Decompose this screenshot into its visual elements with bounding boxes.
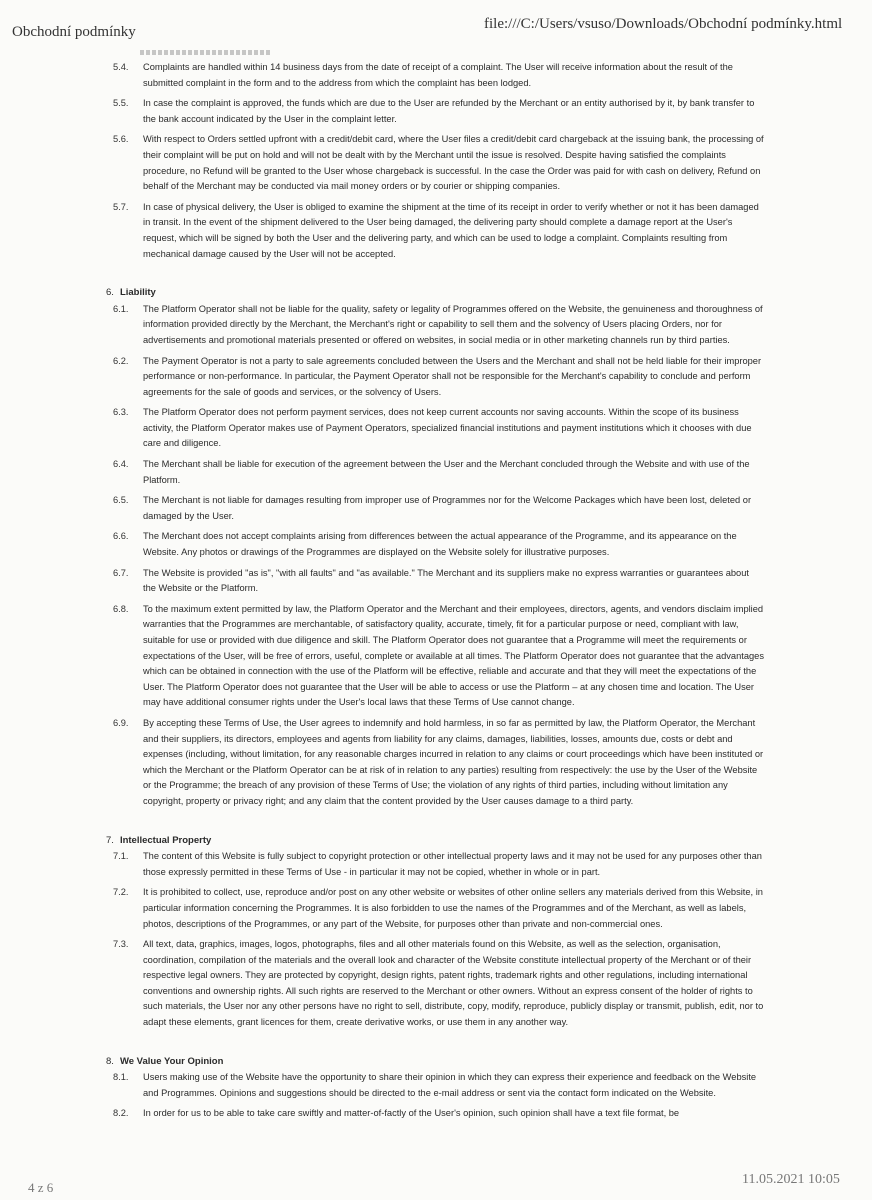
- section-heading-text: We Value Your Opinion: [119, 1055, 224, 1067]
- clause-number: 6.8.: [113, 603, 129, 614]
- clause-number: 8.2.: [113, 1108, 129, 1119]
- clause-number: 5.4.: [113, 62, 129, 72]
- clause-text: Complaints are handled within 14 business days from the date of receipt of a complaint. The User will receive information about the result of the submitted complaint in the form and to the address from which the complaint has been lodged.: [143, 62, 733, 88]
- clause-text: The content of this Website is fully subject to copyright protection or other intellectual property laws and it may not be used for any purposes other than those expressly permitted in these Terms of Use - in particular it may not be copied, whether in whole or in part.: [143, 851, 762, 877]
- clause-text: The Merchant is not liable for damages resulting from improper use of Programmes nor for the Welcome Packages which have been lost, deleted or damaged by the User.: [143, 495, 752, 521]
- print-datetime: 11.05.2021 10:05: [742, 1172, 840, 1187]
- clause: [100, 602, 766, 711]
- clause-number: 6.9.: [113, 717, 129, 728]
- clause-text: The Merchant does not accept complaints arising from differences between the actual appearance of the Programme, and its appearance on the Website. Any photos or drawings of the Programmes are displayed on the Website solely for illustrative purposes.: [143, 531, 737, 558]
- section-heading: [106, 285, 766, 301]
- clause-number: 5.5.: [113, 98, 129, 109]
- clause-number: 6.7.: [113, 567, 129, 578]
- clause-text: All text, data, graphics, images, logos, photographs, files and all other materials found on this Website, as well as the selection, organisation, coordination, compilation of the materials and the overall look and character of the Website constitute intellectual property of the Merchant or of their respective legal owners. They are protected by copyright, design rights, patent rights, trademark rights and other regulations, including international conventions and ownership rights. All such rights are reserved to the Merchant or other owners. Without an express consent of the holder of rights to such materials, the User nor any other persons have no right to sell, distribute, copy, modify, reproduce, publicly display or transmit, publish, edit, nor to adapt these elements, grant licences for them, create derivative works, or use them in any another way.: [143, 939, 764, 1028]
- section-number: 6.: [106, 287, 114, 299]
- section: [100, 1036, 766, 1122]
- section-gap: [100, 815, 766, 833]
- clause-text: The Platform Operator shall not be liable for the quality, safety or legality of Programmes offered on the Website, the genuineness and thoroughness of information provided directly by the Merchant, the Merchant's right or capability to sell them and the solvency of Users placing Orders, nor for advertisements and promotional materials presented or offered on websites, in social media or in other marketing channels run by third parties.: [143, 303, 763, 345]
- clause-number: 5.6.: [113, 134, 129, 145]
- clause-text: It is prohibited to collect, use, reproduce and/or post on any other website or websites of other online sellers any materials derived from this Website, in particular information concerning the Programmes. It is also forbidden to use the names of the Programmes and of the Merchant, as well as labels, photos, descriptions of the Programmes, or any part of the Website, for purposes other than private and non-commercial ones.: [143, 887, 763, 929]
- clause: [100, 716, 766, 810]
- clause-number: 7.3.: [113, 939, 129, 950]
- clause-text: The Merchant shall be liable for execution of the agreement between the User and the Merchant concluded through the Website and with use of the Platform.: [143, 459, 750, 485]
- clause-number: 6.3.: [113, 407, 129, 418]
- clause: [100, 1106, 766, 1122]
- clause: [100, 96, 766, 127]
- clause-number: 6.1.: [113, 303, 129, 314]
- clause-text: The Website is provided "as is", "with all faults" and "as available." The Merchant and its suppliers make no express warranties or guarantees about the Website or the Platform.: [143, 567, 749, 594]
- clause: [100, 60, 766, 91]
- clause: [100, 132, 766, 194]
- cut-off-text-line: [140, 50, 270, 55]
- clause: [100, 1070, 766, 1101]
- section-heading: [106, 1054, 766, 1070]
- section-gap: [100, 1036, 766, 1054]
- clause: [100, 566, 766, 597]
- clause-text: The Payment Operator is not a party to sale agreements concluded between the Users and the Merchant and shall not be held liable for their improper performance or non-performance. In particular, the Payment Operator shall not be responsible for the Merchant's capability to conclude and perform agreements for the sale of goods and services, or the solvency of Users.: [143, 355, 762, 397]
- clause: [100, 937, 766, 1031]
- section-number: 8.: [106, 1055, 114, 1067]
- document-body: [100, 60, 766, 1127]
- clause-number: 5.7.: [113, 201, 129, 212]
- clause: [100, 849, 766, 880]
- page-header-url: file:///C:/Users/vsuso/Downloads/Obchodní podmínky.html: [484, 16, 843, 32]
- clause: [100, 354, 766, 401]
- clause-text: Users making use of the Website have the opportunity to share their opinion in which they can express their experience and feedback on the Website and Programmes. Opinions and suggestions should be directed to the e-mail address or sent via the contact form indicated on the Website.: [143, 1072, 757, 1098]
- clause-text: By accepting these Terms of Use, the User agrees to indemnify and hold harmless, in so far as permitted by law, the Platform Operator, the Merchant and their suppliers, its directors, employees and agents from liability for any claims, damages, liabilities, losses, amounts due, costs or debt and expenses (including, without limitation, for any reasonable charges incurred in relation to any claims or court proceedings which have been instituted or which the Merchant or the Platform Operator can be at risk of in relation to any parties) resulting from respectively: the use by the User of the Website or the Programme; the breach of any provision of these Terms of Use; the violation of any rights of third parties, including without limitation any copyright, property or privacy right; and any claim that the content provided by the User causes damage to a third party.: [143, 717, 764, 806]
- clause-number: 7.2.: [113, 887, 129, 898]
- clause-number: 6.5.: [113, 495, 129, 506]
- clause: [100, 493, 766, 524]
- clause-text: The Platform Operator does not perform payment services, does not keep current accounts nor saving accounts. Within the scope of its business activity, the Platform Operator makes use of Payment Operators, specialized financial institutions and payment institutions which it chooses with due care and diligence.: [143, 407, 752, 449]
- clause-text: In case of physical delivery, the User is obliged to examine the shipment at the time of its receipt in order to verify whether or not it has been damaged in transit. In the event of the shipment delivered to the User being damaged, the delivering party should complete a damage report at the User's request, which will be signed by both the User and the delivering party, and which can be used to lodge a complaint. Complaints resulting from mechanical damage caused by the User will not be accepted.: [143, 201, 759, 259]
- clause: [100, 885, 766, 932]
- section-number: 7.: [106, 834, 114, 846]
- clause-number: 7.1.: [113, 851, 129, 862]
- section: [100, 815, 766, 1031]
- page-number: 4 z 6: [28, 1180, 54, 1195]
- section-heading-text: Liability: [119, 287, 156, 299]
- section: [100, 267, 766, 809]
- section-gap: [100, 267, 766, 285]
- clause-number: 8.1.: [113, 1072, 129, 1083]
- clause-text: To the maximum extent permitted by law, the Platform Operator and the Merchant and their employees, directors, agents, and vendors disclaim implied warranties that the Programmes are merchantable, of satisfactory quality, accurate, timely, fit for a particular purpose or need, compliant with law, suitable for use or provided with due diligence and skill. The Platform Operator does not guarantee that a Programme will meet the requirements or expectations of the User, will be free of errors, useful, complete or available at all times. The Platform Operator does not guarantee that the advantages which can be obtained in connection with the use of the Platform will be effective, reliable and accurate and that they will meet the expectations of the User. The Platform Operator does not guarantee that the User will be able to access or use the Platform – at any chosen time and location. The User may have additional consumer rights under the User's local laws that these Terms of Use cannot change.: [143, 603, 764, 708]
- clause: [100, 405, 766, 452]
- clause-number: 6.4.: [113, 459, 129, 470]
- clause: [100, 200, 766, 262]
- clause-text: In order for us to be able to take care swiftly and matter-of-factly of the User's opinion, such opinion shall have a text file format, be: [143, 1108, 680, 1119]
- clause: [100, 529, 766, 560]
- section-heading-text: Intellectual Property: [119, 834, 212, 846]
- section-heading: [106, 833, 766, 849]
- section: [100, 60, 766, 262]
- clause: [100, 457, 766, 488]
- clause-number: 6.6.: [113, 531, 129, 542]
- clause-text: In case the complaint is approved, the funds which are due to the User are refunded by the Merchant or an entity authorised by it, by bank transfer to the bank account indicated by the User in the complaint letter.: [143, 98, 755, 124]
- clause-text: With respect to Orders settled upfront with a credit/debit card, where the User files a credit/debit card chargeback at the issuing bank, the processing of their complaint will be put on hold and will not be dealt with by the Merchant until the issue is resolved. Despite having satisfied the complaints procedure, no Refund will be granted to the User whose chargeback is successful. In the case the Order was paid for with cash on delivery, Refund on behalf of the Merchant may be conducted via mail money orders or by courier or shipping companies.: [143, 134, 764, 192]
- page-header-title: Obchodní podmínky: [12, 24, 136, 40]
- clause: [100, 302, 766, 349]
- clause-number: 6.2.: [113, 355, 129, 366]
